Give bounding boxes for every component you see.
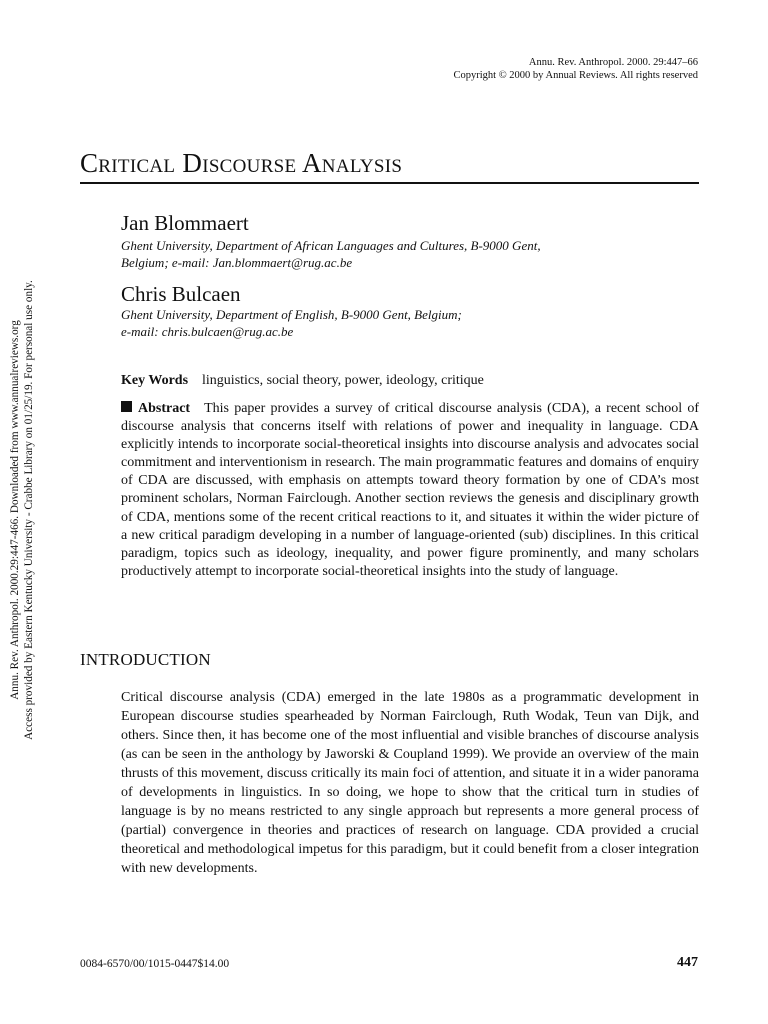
running-header bbox=[454, 56, 699, 82]
title-rule bbox=[80, 182, 699, 184]
download-notice-line: Annu. Rev. Anthropol. 2000.29:447-466. Downloaded from www.annualreviews.org bbox=[9, 320, 21, 700]
footer-code: 0084-6570/00/1015-0447$14.00 bbox=[80, 958, 230, 970]
abstract-text: This paper provides a survey of critical discourse analysis (CDA), a recent school of discourse analysis that concerns itself with relations of power and inequality in language. CDA explicitly intends to incorporate social-theoretical insights into discourse analysis and advocates social commitment and interventionism in research. The main programmatic features and domains of enquiry of CDA are discussed, with emphasis on attempts toward theory formation by one of CDA’s most prominent scholars, Norman Fairclough. Another section reviews the genesis and disciplinary growth of CDA, mentions some of the recent critical reactions to it, and situates it within the wider picture of a new critical paradigm developing in a number of language-oriented (sub) disciplines. In this critical paradigm, topics such as ideology, inequality, and power figure prominently, and many scholars productively attempt to incorporate social-theoretical insights into the study of language. bbox=[121, 401, 699, 579]
page-number: 447 bbox=[677, 955, 698, 970]
citation-line: Annu. Rev. Anthropol. 2000. 29:447–66 bbox=[528, 57, 698, 68]
author-affiliation bbox=[121, 237, 681, 271]
square-bullet-icon bbox=[121, 401, 132, 412]
affiliation-line: Ghent University, Department of African Languages and Cultures, B-9000 Gent, bbox=[121, 238, 541, 253]
abstract-label: Abstract bbox=[138, 401, 191, 416]
copyright-line: Copyright © 2000 by Annual Reviews. All rights reserved bbox=[453, 70, 698, 81]
keywords-text: linguistics, social theory, power, ideology, critique bbox=[202, 373, 484, 388]
affiliation-line: Belgium; e-mail: Jan.blommaert@rug.ac.be bbox=[121, 255, 353, 270]
section-heading: INTRODUCTION bbox=[80, 650, 211, 669]
author-name: Jan Blommaert bbox=[121, 211, 249, 235]
abstract bbox=[121, 400, 699, 581]
affiliation-line: Ghent University, Department of English, B-9000 Gent, Belgium; bbox=[121, 307, 462, 322]
affiliation-line: e-mail: chris.bulcaen@rug.ac.be bbox=[121, 324, 294, 339]
download-notice bbox=[2, 250, 35, 770]
author-name: Chris Bulcaen bbox=[121, 282, 241, 306]
keywords-label: Key Words bbox=[121, 373, 189, 388]
body-paragraph: Critical discourse analysis (CDA) emerged in the late 1980s as a programmatic development in European discourse studies spearheaded by Norman Fairclough, Ruth Wodak, Teun van Dijk, and others. Since then, it has become one of the most influential and visible branches of discourse analysis (as can be seen in the anthology by Jaworski & Coupland 1999). We provide an overview of the main thrusts of this movement, discuss critically its main foci of attention, and situate it in a wider panorama of developments in linguistics. In so doing, we hope to show that the critical turn in studies of language is by no means restricted to any single approach but represents a more general process of (partial) convergence in theories and practices of research on language. CDA provided a crucial theoretical and methodological impetus for this paradigm, but it could benefit from a closer integration with new developments. bbox=[121, 690, 699, 876]
author-affiliation bbox=[121, 306, 681, 340]
keywords bbox=[121, 373, 484, 389]
paper-title: Critical Discourse Analysis bbox=[80, 148, 403, 178]
download-notice-line: Access provided by Eastern Kentucky University - Crabbe Library on 01/25/19. For personal use only. bbox=[23, 280, 35, 740]
